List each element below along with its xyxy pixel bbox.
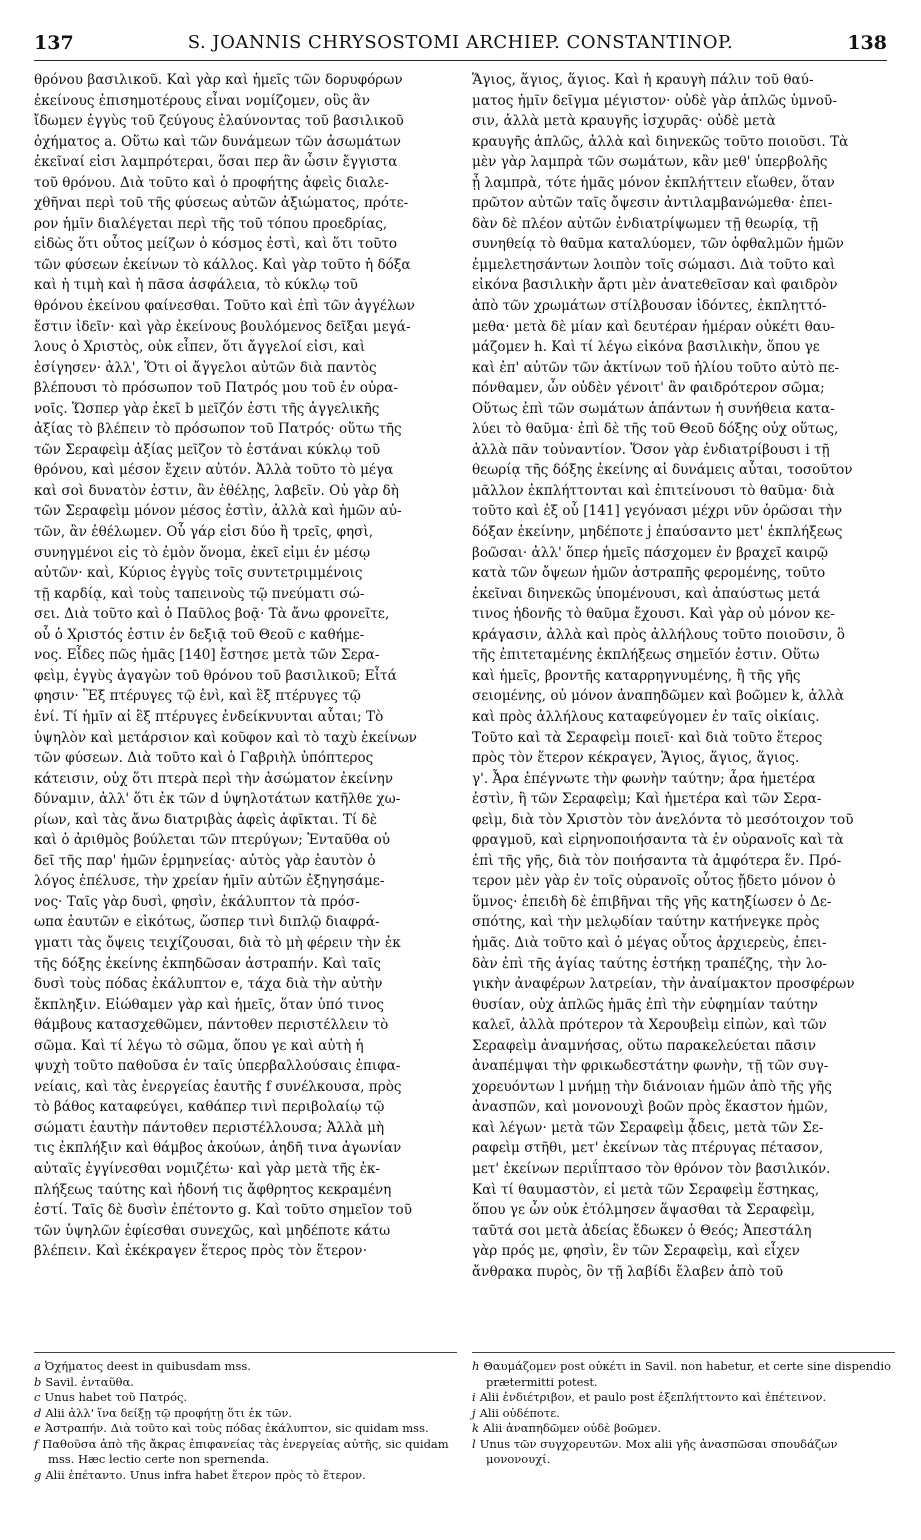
text-line: οὗ ὁ Χριστός ἐστιν ἐν δεξιᾷ τοῦ Θεοῦ c καθήμε- — [34, 626, 365, 643]
text-line: ἑνί. Τί ἡμῖν αἱ ἓξ πτέρυγες ἐνδείκνυνται αὗται; Τὸ — [34, 708, 384, 725]
text-line: αὐταῖς ἐγγίνεσθαι νομιζέτω· καὶ γὰρ μετὰ τῆς ἐκ- — [34, 1160, 380, 1177]
footnote-marker: k — [472, 1421, 479, 1435]
left-text-column — [34, 70, 457, 1262]
text-line: κραυγῆς ἁπλῶς, ἀλλὰ καὶ διηνεκῶς τοῦτο ποιοῦσι. Τὰ — [472, 133, 849, 150]
text-line: μάζομεν h. Καὶ τί λέγω εἰκόνα βασιλικὴν, ὅπου γε — [472, 339, 820, 356]
text-line: μετ' ἐκείνων περιΐπτασο τὸν θρόνον τὸν βασιλικόν. — [472, 1160, 831, 1177]
text-line: κράγασιν, ἀλλὰ καὶ πρὸς ἀλλήλους τοῦτο ποιοῦσιν, ὃ — [472, 626, 845, 643]
footnote — [472, 1437, 895, 1468]
page-number-right: 138 — [847, 32, 887, 54]
text-line: Καὶ τί θαυμαστὸν, εἰ μετὰ τῶν Σεραφεὶμ ἕστηκας, — [472, 1181, 820, 1198]
footnote — [34, 1390, 457, 1406]
text-line: σει. Διὰ τοῦτο καὶ ὁ Παῦλος βοᾷ· Τὰ ἄνω φρονεῖτε, — [34, 606, 390, 623]
text-line: ραφεὶμ στῆθι, μετ' ἐκείνων τὰς πτέρυγας πέτασον, — [472, 1140, 824, 1157]
footnote-marker: f — [34, 1436, 39, 1451]
text-line: νείαις, καὶ τὰς ἐνεργείας ἑαυτῆς f συνέλκουσα, πρὸς — [34, 1078, 402, 1095]
footnote-text: Alii οὐδέποτε. — [479, 1405, 560, 1420]
page-number-left: 137 — [34, 32, 74, 54]
text-line: νος· Ταῖς γὰρ δυσὶ, φησὶν, ἐκάλυπτον τὰ πρόσ- — [34, 893, 360, 910]
text-line: ἐστὶν, ἢ τῶν Σεραφεὶμ; Καὶ ἡμετέρα καὶ τῶν Σερα- — [472, 791, 822, 808]
text-line: θρόνου βασιλικοῦ. Καὶ γὰρ καὶ ἡμεῖς τῶν δορυφόρων — [34, 72, 403, 88]
footnote-marker: j — [472, 1405, 476, 1420]
left-footnotes — [34, 1352, 457, 1483]
footnote-marker: e — [34, 1421, 41, 1435]
text-line: ὕμνος· ἐπειδὴ δὲ ἐπιβῆναι τῆς γῆς κατηξίωσεν ὁ Δε- — [472, 893, 832, 910]
text-line: καὶ ἐπ' αὐτῶν τῶν ἀκτίνων τοῦ ἡλίου τοῦτο αὐτὸ πε- — [472, 359, 840, 376]
text-line: δύναμιν, ἀλλ' ὅτι ἐκ τῶν d ὑψηλοτάτων κατῆλθε χω- — [34, 791, 401, 808]
text-line: τερον μὲν γὰρ ἐν τοῖς οὐρανοῖς οὗτος ᾔδετο μόνον ὁ — [472, 873, 836, 890]
text-line: ὅπου γε ὧν οὐκ ἐτόλμησεν ἅψασθαι τὰ Σεραφεὶμ, — [472, 1202, 816, 1219]
footnote-marker: b — [34, 1374, 42, 1389]
text-line: πρῶτον αὐτῶν ταῖς ὄψεσιν ἀντιλαμβανώμεθα· ἐπει- — [472, 195, 833, 212]
text-line: καὶ λέγων· μετὰ τῶν Σεραφεὶμ ᾆδεις, μετὰ τῶν Σε- — [472, 1119, 824, 1136]
text-line: ἀναπέμψαι τὴν φρικωδεστάτην φωνὴν, τῇ τῶν συγ- — [472, 1058, 829, 1075]
text-line: δὰν ἐπὶ τῆς ἁγίας ταύτης ἑστήκῃ τραπέζης, τὴν λο- — [472, 955, 828, 972]
text-line: δὰν δὲ πλέον αὐτῶν ἐνδιατρίψωμεν τῇ θεωρίᾳ, τῇ — [472, 215, 819, 232]
text-line: ἐπὶ τῆς γῆς, διὰ τὸν ποιήσαντα τὰ ἀμφότερα ἕν. Πρό- — [472, 852, 842, 869]
footnote-marker: d — [34, 1405, 42, 1420]
text-line: συνηγμένοι εἰς τὸ ἐμὸν ὄνομα, ἐκεῖ εἰμι ἐν μέσῳ — [34, 544, 371, 561]
text-line: ἐκείνους ἐπισημοτέρους εἶναι νομίζομεν, οὓς ἂν — [34, 92, 370, 109]
footnote — [472, 1421, 895, 1437]
footnote-marker: a — [34, 1359, 41, 1373]
text-line: σιν, ἀλλὰ μετὰ κραυγῆς ἰσχυρᾶς· οὐδὲ μετὰ — [472, 113, 776, 130]
text-line: τις ἐκπλήξιν καὶ θάμβος ἀκούων, ἀηδῆ τινα ἀγωνίαν — [34, 1140, 402, 1157]
text-line: θεωρίᾳ τῆς δόξης ἐκείνης αἱ δυνάμεις αὗται, τοσοῦτον — [472, 462, 853, 479]
text-line: ἀπὸ τῶν χρωμάτων στίλβουσαν ἰδόντες, ἐκπληττό- — [472, 298, 827, 315]
text-line: εἰκόνα βασιλικὴν ἄρτι μὲν ἀνατεθεῖσαν καὶ φαιδρὸν — [472, 277, 838, 294]
footnote-text: Alii ἀναπηδῶμεν οὐδὲ βοῶμεν. — [482, 1421, 662, 1435]
text-line: βλέπουσι τὸ πρόσωπον τοῦ Πατρός μου τοῦ ἐν οὐρα- — [34, 380, 398, 397]
text-line: κάτεισιν, οὐχ ὅτι πτερὰ περὶ τὴν ἀσώματον ἐκείνην — [34, 770, 393, 787]
text-line: μᾶλλον ἐκπλήττονται καὶ ἐπιτείνουσι τὸ θαῦμα· διὰ — [472, 482, 835, 499]
footnote — [472, 1406, 895, 1422]
text-line: θρόνου ἐκείνου φαίνεσθαι. Τοῦτο καὶ ἐπὶ τῶν ἀγγέλων — [34, 298, 415, 315]
text-line: ἐμμελετησάντων λοιπὸν τοῖς σώμασι. Διὰ τοῦτο καὶ — [472, 256, 836, 273]
text-line: ᾖ λαμπρὰ, τότε ἡμᾶς μόνον ἐκπλήττειν εἴωθεν, ὅταν — [472, 174, 835, 191]
text-line: σειομένης, οὐ μόνον ἀναπηδῶμεν καὶ βοῶμεν k, ἀλλὰ — [472, 688, 845, 705]
text-line: καὶ πρὸς ἀλλήλους καταφεύγομεν ἐν ταῖς οἰκίαις. — [472, 708, 820, 725]
text-line: γματι τὰς ὄψεις τειχίζουσαι, διὰ τὸ μὴ φέρειν τὴν ἐκ — [34, 934, 401, 951]
footnote — [34, 1421, 457, 1437]
text-line: σπότης, καὶ τὴν μελῳδίαν ταύτην κατήνεγκε πρὸς — [472, 914, 820, 931]
text-line: γ'. Ἆρα ἐπέγνωτε τὴν φωνὴν ταύτην; ἆρα ἡμετέρα — [472, 770, 816, 787]
text-line: λόγος ἐπέλυσε, τὴν χρείαν ἡμῖν αὐτῶν ἐξηγησάμε- — [34, 873, 385, 890]
footnote-text: Unus habet τοῦ Πατρός. — [44, 1390, 188, 1404]
text-line: τινος ἡδονῆς τὸ θαῦμα ἔχουσι. Καὶ γὰρ οὐ μόνον κε- — [472, 606, 835, 623]
text-line: χορευόντων l μνήμῃ τὴν διάνοιαν ἡμῶν ἀπὸ τῆς γῆς — [472, 1078, 832, 1095]
footnote — [472, 1390, 895, 1406]
footnote — [34, 1375, 457, 1391]
text-line: δόξαν ἐκείνην, μηδέποτε j ἐπαύσαντο μετ' ἐκπλήξεως — [472, 524, 843, 541]
text-line: καὶ σοὶ δυνατὸν ἐστιν, ἂν ἐθέλῃς, λαβεῖν. Οὐ γὰρ δὴ — [34, 482, 399, 499]
text-line: σώματι ἑαυτὴν πάντοθεν περιστέλλουσα; Ἀλλὰ μὴ — [34, 1119, 385, 1136]
text-line: τῇ καρδίᾳ, καὶ τοὺς ταπεινοὺς τῷ πνεύματι σώ- — [34, 585, 365, 602]
text-line: ἀνασπῶν, καὶ μονονουχὶ βοῶν πρὸς ἕκαστον ἡμῶν, — [472, 1099, 829, 1116]
text-line: τῶν ὑψηλῶν ἐφίεσθαι συνεχῶς, καὶ μηδέποτε κάτω — [34, 1222, 391, 1239]
footnote-text: Unus τῶν συγχορευτῶν. Mox alii γῆς ἀνασπῶσαι σπουδάζων μονονουχί. — [479, 1436, 838, 1466]
text-line: ωπα ἑαυτῶν e εἰκότως, ὥσπερ τινὶ διπλῷ διαφρά- — [34, 914, 380, 931]
text-line: τῶν φύσεων. Διὰ τοῦτο καὶ ὁ Γαβριὴλ ὑπόπτερος — [34, 750, 374, 767]
text-line: θρόνου, καὶ μέσον ἔχειν αὐτόν. Ἀλλὰ τοῦτο τὸ μέγα — [34, 462, 394, 479]
text-line: Ἅγιος, ἅγιος, ἅγιος. Καὶ ἡ κραυγὴ πάλιν τοῦ θαύ- — [472, 72, 814, 88]
footnote-text: Alii ἐνδιέτριβον, et paulo post ἐξεπλήττοντο καὶ ἐπέτεινον. — [479, 1390, 827, 1404]
text-line: ἐκεῖναί εἰσι λαμπρότεραι, ὅσαι περ ἂν ὦσιν ἔγγιστα — [34, 154, 398, 171]
text-line: ρον ἡμῖν διαλέγεται περὶ τῆς τοῦ τόπου προεδρίας, — [34, 215, 388, 232]
text-line: φεὶμ, ἐγγὺς ἀγαγὼν τοῦ θρόνου τοῦ βασιλικοῦ; Εἶτά — [34, 667, 397, 684]
text-line: εἰδὼς ὅτι οὗτος μείζων ὁ κόσμος ἐστὶ, καὶ ὅτι τοῦτο — [34, 236, 398, 253]
text-line: γὰρ πρός με, φησὶν, ἓν τῶν Σεραφεὶμ, καὶ εἶχεν — [472, 1243, 800, 1260]
text-line: τοῦ θρόνου. Διὰ τοῦτο καὶ ὁ προφήτης ἀφεὶς διαλε- — [34, 174, 389, 191]
text-line: ἐσίγησεν· ἀλλ', Ὅτι οἱ ἄγγελοι αὐτῶν διὰ παντὸς — [34, 359, 377, 376]
text-line: θάμβους κατασχεθῶμεν, πάντοθεν περιστέλλειν τὸ — [34, 1017, 389, 1034]
text-line: κατὰ τῶν ὄψεων ἡμῶν ἀστραπῆς φερομένης, τοῦτο — [472, 565, 826, 582]
footnote-marker: c — [34, 1390, 41, 1404]
text-line: θυσίαν, οὐχ ἁπλῶς ἡμᾶς ἐπὶ τὴν εὐφημίαν ταύτην — [472, 996, 818, 1013]
text-line: τὸ βάθος καταφεύγει, καθάπερ τινὶ περιβολαίῳ τῷ — [34, 1099, 385, 1116]
right-text-column — [472, 70, 895, 1282]
text-line: τῶν Σεραφεὶμ μόνον μέσος ἐστὶν, ἀλλὰ καὶ ἡμῶν αὐ- — [34, 503, 402, 520]
footnote-text: Savil. ἐνταῦθα. — [45, 1374, 134, 1389]
text-line: γικὴν ἀναφέρων λατρείαν, τὴν ἀναίμακτον προσφέρων — [472, 976, 855, 993]
text-line: σῶμα. Καὶ τί λέγω τὸ σῶμα, ὅπου γε καὶ αὐτὴ ἡ — [34, 1037, 364, 1054]
running-title: S. JOANNIS CHRYSOSTOMI ARCHIEP. CONSTANTINOP. — [187, 32, 734, 53]
footnote-text: Alii ἐπέταντο. Unus infra habet ἕτερον πρὸς τὸ ἕτερον. — [45, 1467, 366, 1482]
text-line: ὑψηλὸν καὶ μετάρσιον καὶ κοῦφον καὶ τὸ ταχὺ ἐκείνων — [34, 729, 417, 746]
text-line: τῶν φύσεων ἐκείνων τὸ κάλλος. Καὶ γὰρ τοῦτο ἡ δόξα — [34, 256, 411, 273]
text-line: ἴδωμεν ἐγγὺς τοῦ ζεύγους ἐλαύνοντας τοῦ βασιλικοῦ — [34, 113, 404, 130]
text-line: πρὸς τὸν ἕτερον κέκραγεν, Ἅγιος, ἅγιος, ἅγιος. — [472, 750, 800, 767]
text-line: ἐκεῖναι διηνεκῶς ὑπομένουσι, καὶ ἀπαύστως μετά — [472, 585, 821, 602]
text-line: φραγμοῦ, καὶ εἰρηνοποιήσαντα τὰ ἐν οὐρανοῖς καὶ τὰ — [472, 832, 844, 849]
text-line: χθῆναι περὶ τοῦ τῆς φύσεως αὐτῶν ἀξιώματος, πρότε- — [34, 195, 409, 212]
right-footnotes — [472, 1352, 895, 1468]
text-line: ἄνθρακα πυρὸς, ὃν τῇ λαβίδι ἔλαβεν ἀπὸ τοῦ — [472, 1263, 784, 1280]
text-line: ἔστιν ἰδεῖν· καὶ γὰρ ἐκείνους βουλόμενος δεῖξαι μεγά- — [34, 318, 411, 335]
footnote — [34, 1359, 457, 1375]
text-line: καὶ ὁ ἀριθμὸς βούλεται τῶν πτερύγων; Ἐνταῦθα οὐ — [34, 832, 391, 849]
text-line: πόνθαμεν, ὧν οὐδὲν γένοιτ' ἂν φαιδρότερον σῶμα; — [472, 380, 825, 397]
text-line: Τοῦτο καὶ τὰ Σεραφεὶμ ποιεῖ· καὶ διὰ τοῦτο ἕτερος — [472, 729, 823, 746]
text-line: λους ὁ Χριστὸς, οὐκ εἶπεν, ὅτι ἄγγελοί εἰσι, καὶ — [34, 339, 366, 356]
text-line: φησιν· Ἓξ πτέρυγες τῷ ἑνὶ, καὶ ἓξ πτέρυγες τῷ — [34, 688, 361, 705]
text-line: τῆς ἐπιτεταμένης ἐκπλήξεως σημεῖόν ἐστιν. Οὕτω — [472, 647, 820, 664]
text-line: ἔκπληξιν. Εἰώθαμεν γὰρ καὶ ἡμεῖς, ὅταν ὑπό τινος — [34, 996, 385, 1013]
text-line: ἀλλὰ πᾶν τοὐναντίον. Ὅσον γὰρ ἐνδιατρίβουσι i τῇ — [472, 441, 830, 458]
text-line: Οὕτως ἐπὶ τῶν σωμάτων ἁπάντων ἡ συνήθεια κατα- — [472, 400, 835, 417]
text-line: λύει τὸ θαῦμα· ἐπὶ δὲ τῆς τοῦ Θεοῦ δόξης οὐχ οὕτως, — [472, 421, 839, 438]
footnote — [34, 1437, 457, 1468]
text-line: ἡμᾶς. Διὰ τοῦτο καὶ ὁ μέγας οὗτος ἀρχιερεὺς, ἐπει- — [472, 934, 827, 951]
text-line: φεὶμ, διὰ τὸν Χριστὸν τὸν ἀνελόντα τὸ μεσότοιχον τοῦ — [472, 811, 854, 828]
text-line: ἐστί. Ταῖς δὲ δυσὶν ἐπέτοντο g. Καὶ τοῦτο σημεῖον τοῦ — [34, 1202, 412, 1219]
text-line: δεῖ τῆς παρ' ἡμῶν ἑρμηνείας· αὐτὸς γὰρ ἑαυτὸν ὁ — [34, 852, 376, 869]
text-line: καὶ ἡ τιμὴ καὶ ἡ πᾶσα ἀσφάλεια, τὸ κύκλῳ τοῦ — [34, 277, 358, 294]
text-line: τῶν, ἂν ἐθέλωμεν. Οὗ γάρ εἰσι δύο ἢ τρεῖς, φησὶ, — [34, 524, 374, 541]
text-line: καὶ ἡμεῖς, βροντῆς καταρρηγνυμένης, ἢ τῆς γῆς — [472, 667, 801, 684]
footnote-text: Ὀχήματος deest in quibusdam mss. — [44, 1359, 251, 1373]
footnote-text: Ἀστραπήν. Διὰ τοῦτο καὶ τοὺς πόδας ἐκάλυπτον, sic quidam mss. — [44, 1421, 429, 1435]
text-line: τῶν Σεραφεὶμ ἀξίας μεῖζον τὸ ἑστάναι κύκλῳ τοῦ — [34, 441, 381, 458]
footnote-text: Alii ἀλλ' ἵνα δείξῃ τῷ προφήτῃ ὅτι ἐκ τῶν. — [45, 1405, 293, 1420]
text-line: ταῦτά σοι μετὰ ἀδείας ἔδωκεν ὁ Θεός; Ἀπεστάλη — [472, 1222, 812, 1239]
text-line: Σεραφεὶμ ἀναμνήσας, οὕτω παρακελεύεται πᾶσιν — [472, 1037, 816, 1054]
footnote-marker: l — [472, 1436, 476, 1451]
text-line: βοῶσαι· ἀλλ' ὅπερ ἡμεῖς πάσχομεν ἐν βραχεῖ καιρῷ — [472, 544, 828, 561]
text-line: ἀξίας τὸ βλέπειν τὸ πρόσωπον τοῦ Πατρός· οὕτω τῆς — [34, 421, 402, 438]
text-line: καλεῖ, ἀλλὰ πρότερον τὰ Χερουβεὶμ εἰπὼν, καὶ τῶν — [472, 1017, 827, 1034]
text-line: βλέπειν. Καὶ ἐκέκραγεν ἕτερος πρὸς τὸν ἕτερον· — [34, 1243, 367, 1260]
text-line: μὲν γὰρ λαμπρὰ τῶν σωμάτων, κἂν μεθ' ὑπερβολῆς — [472, 154, 828, 171]
text-line: ψυχὴ τοῦτο παθοῦσα ἐν ταῖς ὑπερβαλλούσαις ἐπιφα- — [34, 1058, 401, 1075]
footnote-marker: g — [34, 1467, 42, 1482]
footnote-text: Θαυμάζομεν post οὐκέτι in Savil. non habetur, et certe sine dispendio prætermitti potest. — [483, 1359, 891, 1389]
text-line: νος. Εἶδες πῶς ἡμᾶς [140] ἔστησε μετὰ τῶν Σερα- — [34, 647, 380, 664]
text-line: αὐτῶν· καὶ, Κύριος ἐγγὺς τοῖς συντετριμμένοις — [34, 565, 363, 582]
text-line: ματος ἡμῖν δεῖγμα μέγιστον· οὐδὲ γὰρ ἁπλῶς ὑμνοῦ- — [472, 92, 837, 109]
text-line: νοῖς. Ὥσπερ γὰρ ἐκεῖ b μεῖζόν ἐστι τῆς ἀγγελικῆς — [34, 400, 380, 417]
footnote-marker: i — [472, 1390, 476, 1404]
footnote-marker: h — [472, 1359, 480, 1373]
footnote-text: Παθοῦσα ἀπὸ τῆς ἄκρας ἐπιφανείας τὰς ἐνεργείας αὐτῆς, sic quidam mss. Hæc lectio certe non spernenda. — [42, 1436, 449, 1466]
page-header — [34, 30, 887, 61]
text-line: τῆς δόξης ἐκείνης ἐκπηδῶσαν ἀστραπήν. Καὶ ταῖς — [34, 955, 381, 972]
text-line: ρίων, καὶ τὰς ἄνω διατριβὰς ἀφεὶς ἀφῖκται. Τί δὲ — [34, 811, 378, 828]
text-line: συνηθείᾳ τὸ θαῦμα καταλύομεν, τῶν ὀφθαλμῶν ἡμῶν — [472, 236, 844, 253]
text-line: μεθα· μετὰ δὲ μίαν καὶ δευτέραν ἡμέραν οὐκέτι θαυ- — [472, 318, 835, 335]
footnote — [34, 1468, 457, 1484]
footnote — [34, 1406, 457, 1422]
text-line: δυσὶ τοὺς πόδας ἐκάλυπτον e, τάχα διὰ τὴν αὐτὴν — [34, 976, 383, 993]
footnote — [472, 1359, 895, 1390]
text-line: τοῦτο καὶ ἐξ οὗ [141] γεγόνασι μέχρι νῦν ὁρῶσαι τὴν — [472, 503, 843, 520]
text-line: ὀχήματος a. Οὕτω καὶ τῶν δυνάμεων τῶν ἀσωμάτων — [34, 133, 401, 150]
text-line: πλήξεως ταύτης καὶ ἡδονή τις ἄφθρητος κεκραμένη — [34, 1181, 392, 1198]
